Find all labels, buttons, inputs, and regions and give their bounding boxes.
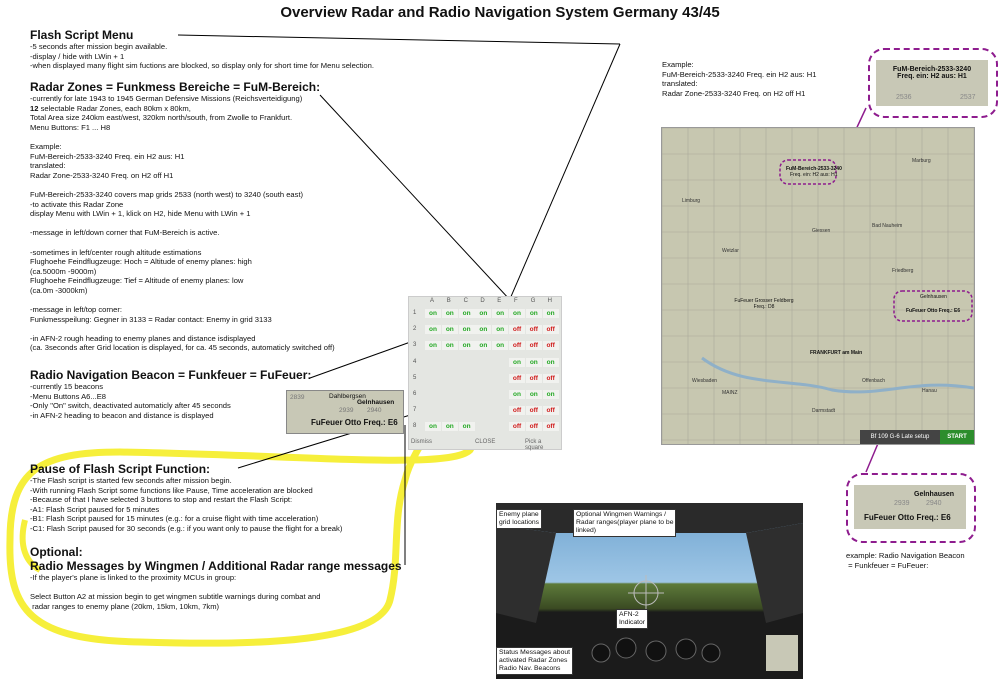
example-bottom-thumb-label: FuFeuer Otto Freq.: E6 (864, 513, 951, 522)
cockpit-label-afn: AFN-2 Indicator (616, 609, 648, 629)
radar-line1: -currently for late 1943 to 1945 German Defensive Missions (Reichsverteidigung) (30, 94, 303, 103)
grid-cell-h7[interactable]: off (543, 406, 559, 415)
example-bottom-thumb-a: 2939 (894, 500, 910, 507)
grid-cell-h2[interactable]: off (543, 325, 559, 334)
grid-cell-g8[interactable]: off (526, 422, 542, 431)
beacon-thumbnail (286, 390, 404, 434)
grid-cell-a2[interactable]: on (425, 325, 441, 334)
grid-cell-f3[interactable]: off (509, 341, 525, 350)
grid-row-label: 1 (413, 310, 417, 316)
grid-cell-d3[interactable]: on (475, 341, 491, 350)
grid-cell-c3[interactable]: on (459, 341, 475, 350)
grid-column-label: A (430, 298, 435, 304)
grid-cell-e2[interactable]: on (492, 325, 508, 334)
grid-cell-g5[interactable]: off (526, 374, 542, 383)
beacon-thumb-label: FuFeuer Otto Freq.: E6 (311, 418, 398, 427)
grid-row-label: 5 (413, 374, 417, 381)
radar-body: Total Area size 240km east/west, 320km north/south, from Zwolle to Frankfurt. Menu Buttons: F1 ... H8 Example: FuM-Bereich-2533-3240 Freq. ein H2 aus: H1 translated: Radar Zone-2533-3240 Freq. on H2 off H1 FuM-Bereich-2533-3240 covers map grids 2533 (north west) to 3240 (south east) -to activate this Radar Zone display Menu with LWin + 1, klick on H2, hide Menu with LWin + 1 -message in left/down corner that FuM-Bereich is active. -sometimes in left/center rough altitude estimations Flughoehe Feindflugzeuge: Hoch = Altitude of enemy planes: high (ca.5000m -9000m) Flughoehe Feindflugzeuge: Tief = Altitude of enemy planes: low (ca.0m -3000km) -message in left/top corner: Funkmesspeilung: Gegner in 3133 = Radar contact: Enemy in grid 3133 -in AFN-2 rough heading to enemy planes and distance isdisplayed (ca. 3seconds after Grid location is displayed, for ca. 45 seconds, automaticly switched off) (30, 113, 335, 353)
flash-menu-text: -5 seconds after mission begin available. -display / hide with LWin + 1 -when displayed many flight sim fuctions are blocked, so display only for short time for Menu selection. (30, 42, 374, 71)
radar-section (30, 80, 335, 353)
map-zone-sub: Freq. ein: H2 aus: H1 (790, 172, 838, 178)
beacon-thumb-place2: Dahlbergsen (329, 393, 366, 400)
radar-grid-menu (408, 296, 562, 450)
grid-cell-b8[interactable]: on (442, 422, 458, 431)
map-center-label: FuFeuer Grosser Feldberg Freq.: D8 (734, 298, 794, 310)
map-town-label: Friedberg (892, 268, 914, 274)
example-bottom-thumb-place: Gelnhausen (914, 491, 955, 498)
grid-column-label: D (480, 298, 485, 304)
grid-cell-f4[interactable]: on (509, 358, 525, 367)
pause-heading: Pause of Flash Script Function: (30, 462, 211, 476)
grid-dismiss[interactable]: Dismiss (411, 439, 432, 445)
map-town-label: Bad Nauheim (872, 223, 903, 229)
grid-cell-g4[interactable]: on (526, 358, 542, 367)
grid-row-label: 2 (413, 326, 417, 333)
aircraft-setup-button[interactable]: Bf 109 G-6 Late setup (860, 430, 940, 444)
map-beacon-label: FuFeuer Otto Freq.: E6 (906, 308, 961, 314)
beacon-heading: Radio Navigation Beacon = Funkfeuer = FuFeuer: (30, 368, 312, 382)
grid-cell-f6[interactable]: on (509, 390, 525, 399)
optional-section (30, 545, 402, 611)
radar-count: 12 (30, 103, 39, 113)
beacon-section (30, 368, 311, 420)
grid-cell-f8[interactable]: off (509, 422, 525, 431)
grid-close-button[interactable]: CLOSE (475, 439, 496, 445)
map-town-label: Hanau (922, 388, 937, 394)
flash-menu-heading: Flash Script Menu (30, 28, 134, 42)
example-bottom-text: example: Radio Navigation Beacon = Funkfeuer = FuFeuer: (846, 551, 965, 570)
example-top-thumb-line1: FuM-Bereich-2533-3240 (892, 66, 972, 73)
pause-section (30, 462, 342, 534)
mission-map (661, 127, 975, 445)
start-button[interactable]: START (940, 430, 974, 444)
grid-cell-f7[interactable]: off (509, 406, 525, 415)
grid-cell-a1[interactable]: on (425, 309, 441, 318)
map-town-label: Marburg (912, 158, 931, 164)
example-bottom-thumb (854, 485, 966, 529)
map-town-label: Limburg (682, 198, 701, 204)
example-top-callout (868, 48, 998, 118)
cockpit-label-enemy: Enemy plane grid locations (496, 509, 542, 529)
grid-cell-a3[interactable]: on (425, 341, 441, 350)
grid-column-label: G (530, 298, 536, 304)
grid-cell-f1[interactable]: on (509, 309, 525, 318)
example-top-thumb (876, 60, 988, 106)
example-bottom-callout (846, 473, 976, 543)
example-top-thumb-b: 2537 (960, 94, 976, 101)
example-bottom-thumb-b: 2940 (926, 500, 942, 507)
grid-column-label: E (497, 298, 502, 304)
grid-column-label: F (514, 298, 518, 304)
grid-cell-g7[interactable]: off (526, 406, 542, 415)
grid-cell-h1[interactable]: on (543, 309, 559, 318)
cockpit-label-wingmen: Optional Wingmen Warnings / Radar ranges(player plane to be linked) (573, 509, 676, 537)
radar-line2-text: selectable Radar Zones, each 80km x 80km, (38, 103, 191, 113)
map-town-label: Darmstadt (812, 408, 836, 414)
beacon-text: -currently 15 beacons -Menu Buttons A6...E8 -Only "On" switch, deactivated automaticly after 45 seconds -in AFN-2 heading to beacon and distance is displayed (30, 382, 231, 420)
grid-row-label: 7 (413, 407, 417, 414)
grid-cell-f2[interactable]: off (509, 325, 525, 334)
map-beacon-place: Gelnhausen (920, 294, 947, 300)
grid-row-label: 6 (413, 391, 417, 397)
beacon-thumb-grid-a: 2939 (339, 407, 354, 414)
grid-column-label: B (446, 298, 451, 304)
grid-cell-c2[interactable]: on (459, 325, 475, 334)
example-top-text: Example: FuM-Bereich-2533-3240 Freq. ein H2 aus: H1 translated: Radar Zone-2533-3240 Freq. on H2 off H1 (662, 60, 817, 98)
map-town-label: Offenbach (862, 378, 885, 384)
map-zone-label: FuM-Bereich-2533-3240 (786, 166, 842, 172)
page-title: Overview Radar and Radio Navigation System Germany 43/45 (280, 4, 720, 21)
cockpit-label-status: Status Messages about activated Radar Zones Radio Nav. Beacons (496, 647, 573, 675)
beacon-thumb-grid-c: 2839 (290, 394, 305, 401)
grid-cell-g6[interactable]: on (526, 390, 542, 399)
radar-line2 (30, 104, 335, 114)
grid-column-label: C (463, 298, 468, 304)
grid-row-label: 3 (413, 342, 417, 349)
grid-cell-h6[interactable]: on (543, 390, 559, 399)
grid-pick-label: Pick a square (525, 439, 544, 451)
grid-cell-h8[interactable]: off (543, 422, 559, 431)
optional-subheading: Radio Messages by Wingmen / Additional Radar range messages (30, 559, 402, 573)
grid-cell-e1[interactable]: on (492, 309, 508, 318)
example-top-thumb-line2: Freq. ein: H2 aus: H1 (897, 73, 967, 80)
pointer-line-radar (320, 95, 510, 300)
radar-heading: Radar Zones = Funkmess Bereiche = FuM-Bereich: (30, 80, 321, 94)
pause-text: -The Flash script is started few seconds after mission begin. -With running Flash Script some functions like Pause, Time acceleration are blocked -Because of that I have selected 3 buttons to stop and restart the Flash Script: -A1: Flash Script paused for 5 minutes -B1: Flash Script paused for 15 minutes (e.g.: for a cruise flight with time acceleration) -C1: Flash Script paused for 30 seconds (e.g.: if you want only to pause the flight for a break) (30, 476, 343, 533)
map-town-label: MAINZ (722, 390, 738, 396)
beacon-thumb-place: Gelnhausen (357, 399, 395, 406)
grid-cell-h4[interactable]: on (543, 358, 559, 367)
grid-cell-g3[interactable]: off (526, 341, 542, 350)
grid-cell-g1[interactable]: on (526, 309, 542, 318)
map-town-label: Wetzlar (722, 248, 739, 254)
grid-cell-d2[interactable]: on (475, 325, 491, 334)
cockpit-screenshot (496, 503, 803, 679)
grid-column-label: H (547, 298, 552, 304)
flash-menu-section (30, 28, 374, 71)
optional-heading: Optional: (30, 545, 83, 559)
map-town-label: Giessen (812, 228, 831, 234)
grid-cell-b2[interactable]: on (442, 325, 458, 334)
map-frankfurt: FRANKFURT am Main (810, 350, 863, 356)
grid-cell-b1[interactable]: on (442, 309, 458, 318)
grid-cell-c8[interactable]: on (459, 422, 475, 431)
grid-cell-d1[interactable]: on (475, 309, 491, 318)
grid-cell-e3[interactable]: on (492, 341, 508, 350)
example-top-thumb-a: 2536 (896, 94, 912, 101)
grid-cell-h3[interactable]: off (543, 341, 559, 350)
grid-cell-g2[interactable]: off (526, 325, 542, 334)
grid-cell-a8[interactable]: on (425, 422, 441, 431)
grid-cell-h5[interactable]: off (543, 374, 559, 383)
grid-cell-c1[interactable]: on (459, 309, 475, 318)
map-town-label: Wiesbaden (692, 378, 718, 384)
optional-text: -If the player's plane is linked to the proximity MCUs in group: Select Button A2 at mission begin to get wingmen subtitle warnings during combat and radar ranges to enemy plane (20km, 15km, 10km, 7km) (30, 573, 321, 611)
beacon-thumb-grid-b: 2940 (367, 407, 382, 414)
grid-row-label: 4 (413, 358, 417, 365)
grid-row-label: 8 (413, 423, 417, 430)
grid-cell-b3[interactable]: on (442, 341, 458, 350)
grid-cell-f5[interactable]: off (509, 374, 525, 383)
